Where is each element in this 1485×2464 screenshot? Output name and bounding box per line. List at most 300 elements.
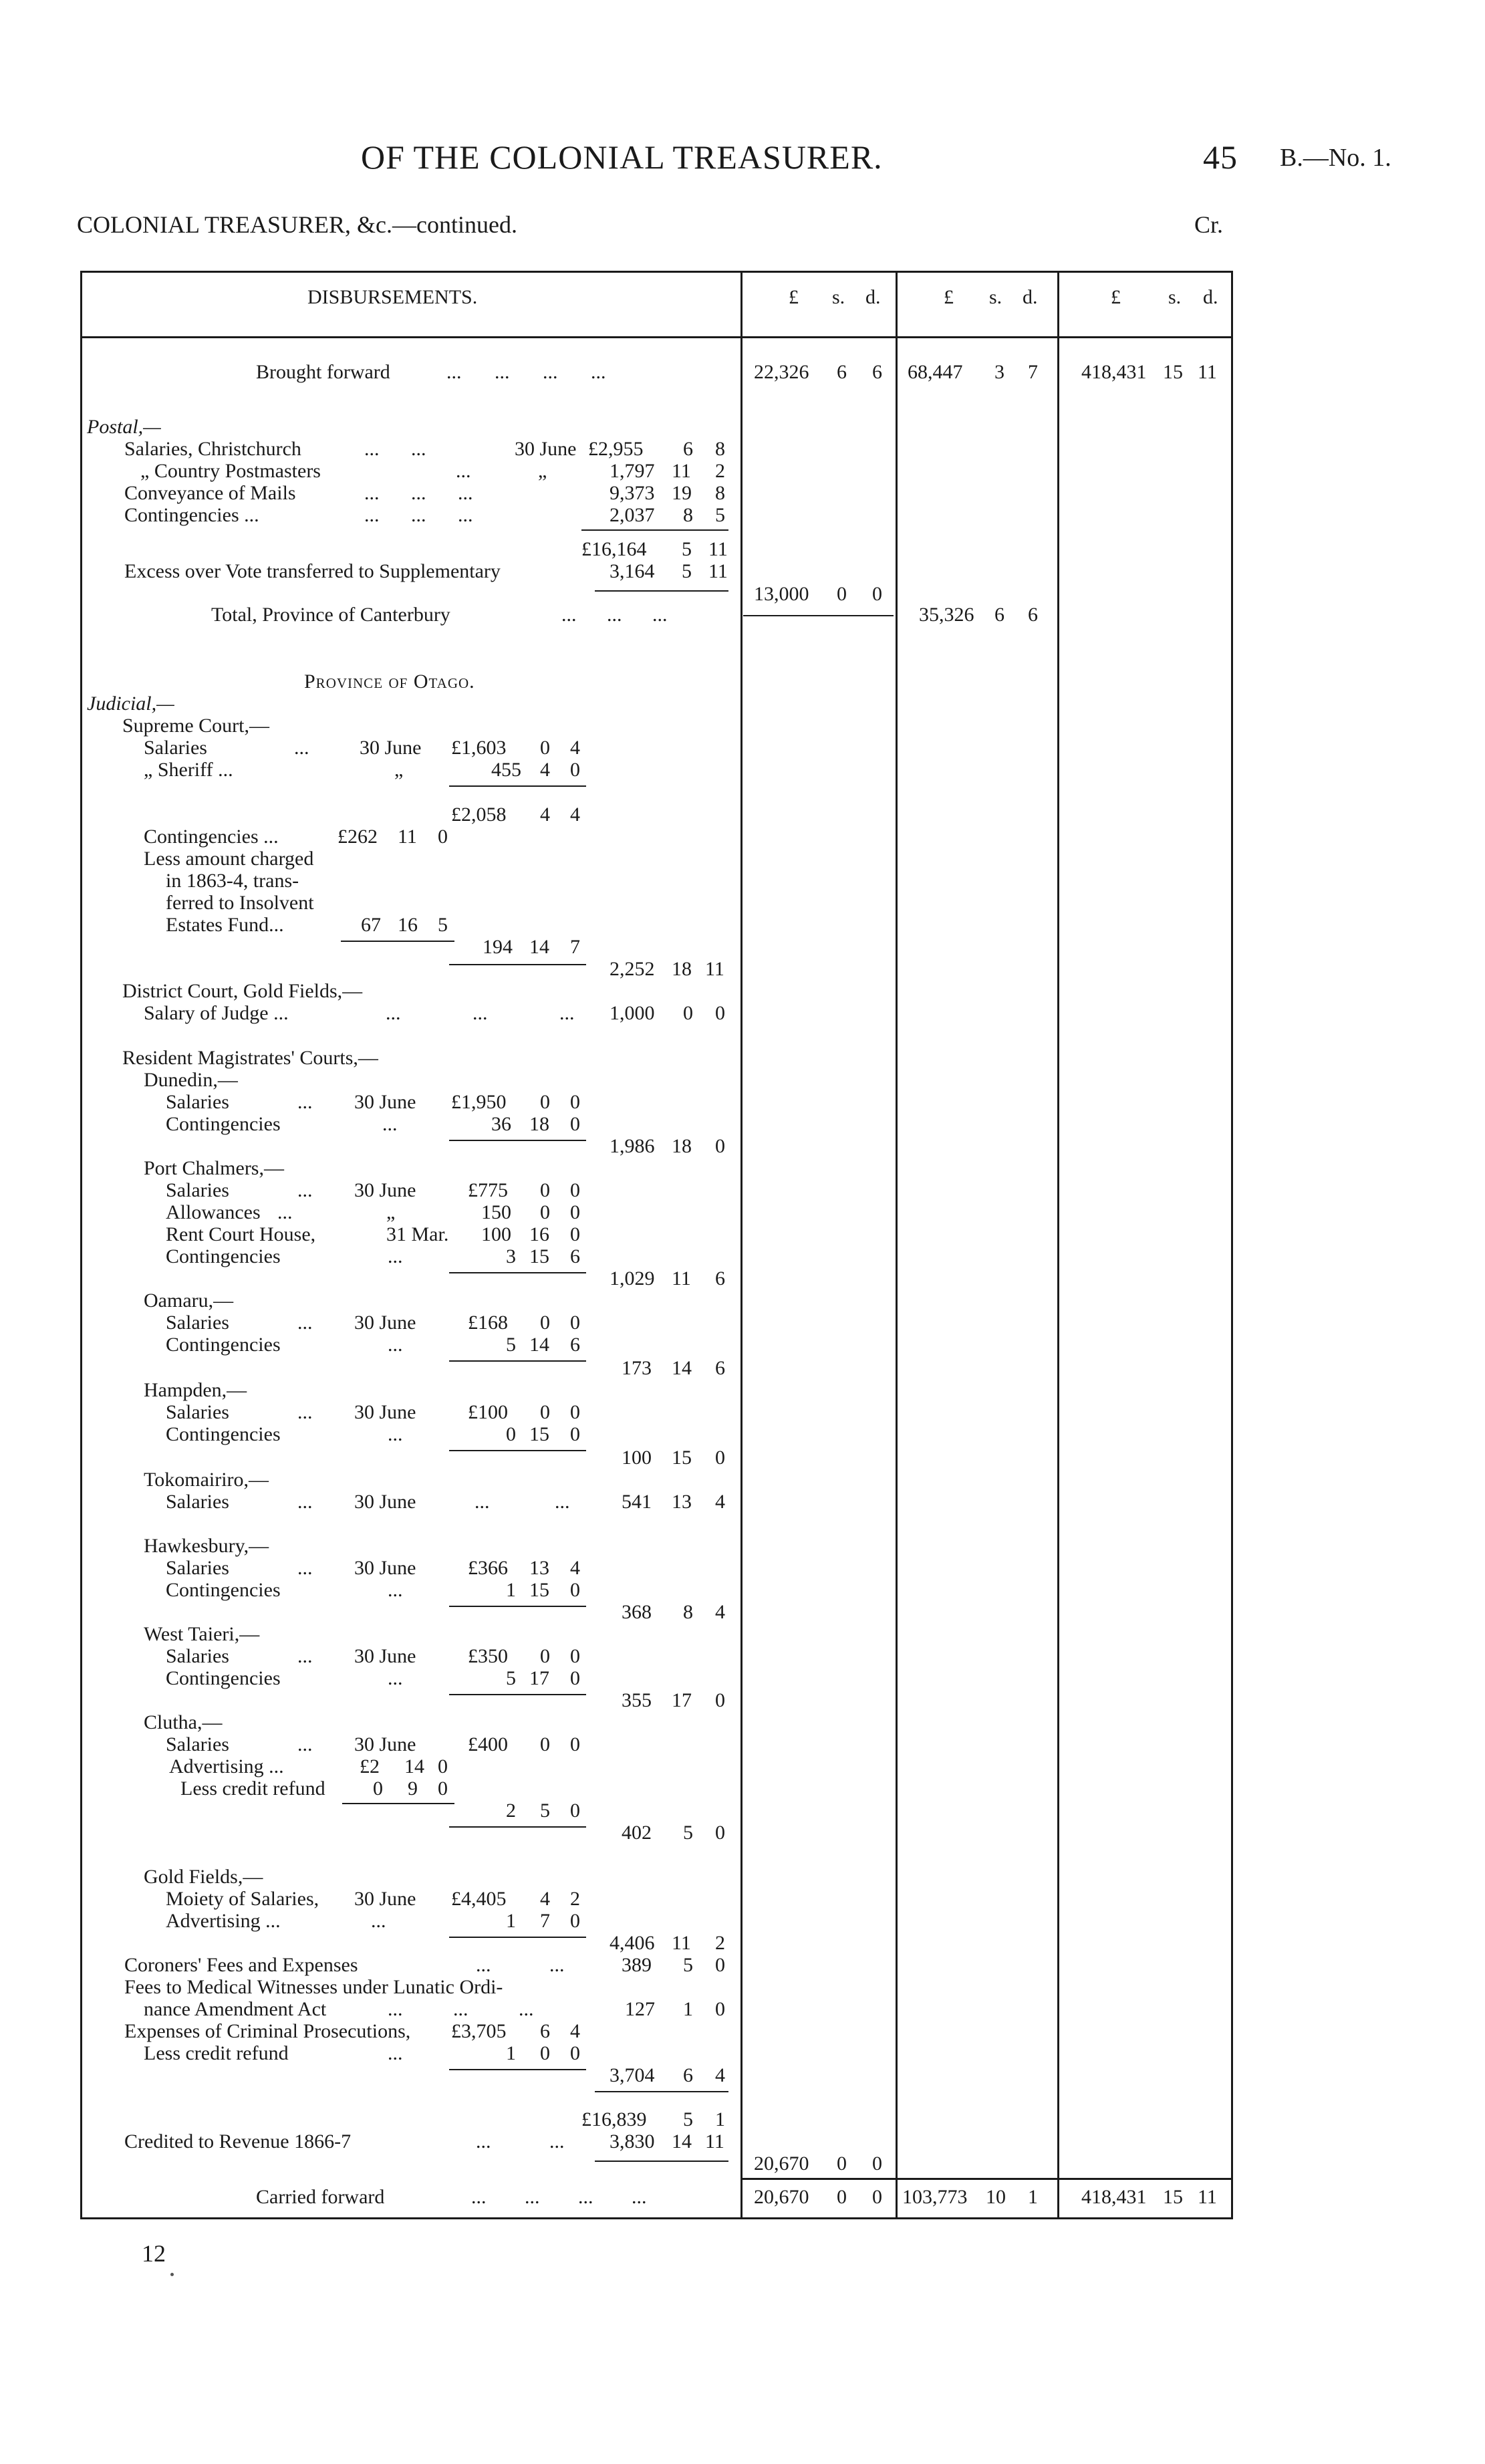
oamaru-total-pounds: 173 bbox=[622, 1357, 652, 1379]
dunedin-total-shillings: 18 bbox=[672, 1135, 692, 1157]
oamaru-row-date: 30 June bbox=[354, 1312, 416, 1334]
brought-c1-shillings: 6 bbox=[837, 361, 847, 383]
carried-c2-shillings: 10 bbox=[986, 2186, 1006, 2208]
less-amount-line: in 1863-4, trans- bbox=[166, 870, 299, 892]
medical-fees-pence: 0 bbox=[715, 1998, 725, 2020]
postal-row-pounds: 1,797 bbox=[610, 460, 655, 482]
postal-row-pence: 8 bbox=[715, 482, 725, 504]
otago-c1-shillings: 0 bbox=[837, 2152, 847, 2175]
port-row-date: „ bbox=[386, 1201, 396, 1223]
hampden-row-pence: 0 bbox=[570, 1423, 580, 1445]
postal-row-dots: ... bbox=[456, 460, 471, 482]
clutha-salaries-pence: 0 bbox=[570, 1733, 580, 1755]
supreme-court-heading: Supreme Court,— bbox=[122, 715, 269, 737]
table-bottom-rule bbox=[80, 2217, 1233, 2219]
west-taieri-row-label: Salaries bbox=[166, 1645, 229, 1667]
supreme-subtotal-rule bbox=[449, 785, 586, 787]
medical-fees-pounds: 127 bbox=[625, 1998, 655, 2020]
postal-subtotal-pounds: £16,164 bbox=[581, 538, 647, 560]
criminal-total-shillings: 6 bbox=[683, 2064, 693, 2086]
dunedin-row-shillings: 18 bbox=[529, 1113, 549, 1135]
tokomairiro-dots: ... bbox=[297, 1491, 313, 1513]
port-row-pence: 6 bbox=[570, 1245, 580, 1267]
port-row-dots: ... bbox=[277, 1201, 293, 1223]
hampden-row-shillings: 15 bbox=[529, 1423, 549, 1445]
port-total-pence: 6 bbox=[715, 1267, 725, 1289]
net-contingencies-pence: 7 bbox=[570, 936, 580, 958]
judicial-heading-text: Judicial,— bbox=[87, 693, 174, 715]
header-bottom-rule bbox=[80, 336, 1233, 338]
less-amount-line: Estates Fund... bbox=[166, 914, 284, 936]
dunedin-heading: Dunedin,— bbox=[144, 1069, 238, 1091]
criminal-prosecutions-shillings: 6 bbox=[540, 2020, 550, 2042]
supreme-row-label: „ Sheriff ... bbox=[144, 759, 233, 781]
carried-forward-label: Carried forward bbox=[256, 2186, 385, 2208]
criminal-less-pounds: 1 bbox=[506, 2042, 516, 2064]
hawkesbury-rule bbox=[449, 1606, 586, 1607]
hampden-total-pence: 0 bbox=[715, 1447, 725, 1469]
postal-row-date: „ bbox=[538, 460, 547, 482]
west-taieri-row-label: Contingencies bbox=[166, 1667, 281, 1689]
table-right-border bbox=[1231, 271, 1233, 2219]
supreme-row-shillings: 0 bbox=[540, 737, 550, 759]
port-row-shillings: 15 bbox=[529, 1245, 549, 1267]
supreme-subtotal-shillings: 4 bbox=[540, 804, 550, 826]
oamaru-total-shillings: 14 bbox=[672, 1357, 692, 1379]
clutha-total-pence: 0 bbox=[715, 1822, 725, 1844]
dunedin-total-pence: 0 bbox=[715, 1135, 725, 1157]
supreme-subtotal-pounds: £2,058 bbox=[451, 804, 507, 826]
postal-row-pounds: £2,955 bbox=[588, 438, 644, 460]
credited-shillings: 14 bbox=[672, 2130, 692, 2152]
postal-c1-pence: 0 bbox=[872, 583, 882, 605]
less-amount-pounds: 67 bbox=[361, 914, 381, 936]
clutha-salaries-shillings: 0 bbox=[540, 1733, 550, 1755]
hampden-total-pounds: 100 bbox=[622, 1447, 652, 1469]
gold-row-pence: 0 bbox=[570, 1910, 580, 1932]
coroners-pence: 0 bbox=[715, 1954, 725, 1976]
dunedin-row-dots: ... bbox=[382, 1113, 398, 1135]
otago-heading: Province of Otago. bbox=[304, 670, 475, 693]
west-taieri-row-pounds: 5 bbox=[506, 1667, 516, 1689]
hawkesbury-heading: Hawkesbury,— bbox=[144, 1535, 269, 1557]
criminal-less-dots: ... bbox=[388, 2042, 403, 2064]
tokomairiro-heading: Tokomairiro,— bbox=[144, 1469, 269, 1491]
excess-shillings: 5 bbox=[682, 560, 692, 582]
postal-row-label: Salaries, Christchurch bbox=[124, 438, 301, 460]
brought-forward-dots: ... ... ... ... bbox=[446, 361, 606, 383]
west-taieri-row-shillings: 0 bbox=[540, 1645, 550, 1667]
resident-magistrates-heading: Resident Magistrates' Courts,— bbox=[122, 1047, 378, 1069]
supreme-row-date: 30 June bbox=[360, 737, 422, 759]
brought-c1-pounds: 22,326 bbox=[754, 361, 809, 383]
coroners-shillings: 5 bbox=[683, 1954, 693, 1976]
gold-total-pounds: 4,406 bbox=[610, 1932, 655, 1954]
postal-row-date: 30 June bbox=[515, 438, 577, 460]
oamaru-total-pence: 6 bbox=[715, 1357, 725, 1379]
province-c2-pounds: 35,326 bbox=[919, 604, 974, 626]
clutha-salaries-label: Salaries bbox=[166, 1733, 229, 1755]
west-taieri-total-pounds: 355 bbox=[622, 1689, 652, 1711]
hampden-row-dots: ... bbox=[297, 1401, 313, 1423]
criminal-prosecutions-pence: 4 bbox=[570, 2020, 580, 2042]
gold-row-label: Moiety of Salaries, bbox=[166, 1888, 319, 1910]
brought-forward-label: Brought forward bbox=[256, 361, 390, 383]
port-row-pence: 0 bbox=[570, 1179, 580, 1201]
gold-row-shillings: 4 bbox=[540, 1888, 550, 1910]
postal-subtotal-pence: 11 bbox=[708, 538, 728, 560]
postal-row-pounds: 9,373 bbox=[610, 482, 655, 504]
port-row-label: Contingencies bbox=[166, 1245, 281, 1267]
credited-label: Credited to Revenue 1866-7 bbox=[124, 2130, 352, 2152]
criminal-prosecutions-pounds: £3,705 bbox=[451, 2020, 507, 2042]
port-row-date: 31 Mar. bbox=[386, 1223, 449, 1245]
clutha-salaries-dots: ... bbox=[297, 1733, 313, 1755]
dunedin-row-pounds: 36 bbox=[491, 1113, 511, 1135]
port-row-shillings: 16 bbox=[529, 1223, 549, 1245]
supreme-total-pence: 11 bbox=[705, 958, 724, 980]
postal-c1-rule bbox=[743, 615, 894, 616]
hawkesbury-row-label: Contingencies bbox=[166, 1579, 281, 1601]
clutha-rule bbox=[449, 1826, 586, 1828]
postal-row-label: „ Country Postmasters bbox=[140, 460, 321, 482]
supreme-total-pounds: 2,252 bbox=[610, 958, 655, 980]
medical-fees-line: Fees to Medical Witnesses under Lunatic Ordi- bbox=[124, 1976, 503, 1998]
gold-total-shillings: 11 bbox=[672, 1932, 691, 1954]
brought-c3-pence: 11 bbox=[1198, 361, 1217, 383]
brought-c3-pounds: 418,431 bbox=[1081, 361, 1147, 383]
supreme-row-pence: 4 bbox=[570, 737, 580, 759]
column-divider-3 bbox=[1057, 271, 1059, 2219]
brought-c2-pence: 7 bbox=[1028, 361, 1038, 383]
carried-c2-pence: 1 bbox=[1028, 2186, 1038, 2208]
contingencies-shillings: 11 bbox=[398, 826, 417, 848]
postal-row-shillings: 8 bbox=[683, 504, 693, 526]
carried-forward-top-rule bbox=[740, 2178, 1233, 2180]
hawkesbury-row-shillings: 15 bbox=[529, 1579, 549, 1601]
judge-shillings: 0 bbox=[683, 1002, 693, 1024]
hawkesbury-row-label: Salaries bbox=[166, 1557, 229, 1579]
postal-subtotal-shillings: 5 bbox=[682, 538, 692, 560]
port-row-pounds: 3 bbox=[506, 1245, 516, 1267]
oamaru-row-shillings: 0 bbox=[540, 1312, 550, 1334]
west-taieri-row-pence: 0 bbox=[570, 1667, 580, 1689]
brought-c2-shillings: 3 bbox=[994, 361, 1004, 383]
medical-fees-shillings: 1 bbox=[683, 1998, 693, 2020]
hawkesbury-total-pence: 4 bbox=[715, 1601, 725, 1623]
hampden-rule bbox=[449, 1450, 586, 1451]
dunedin-row-date: 30 June bbox=[354, 1091, 416, 1113]
credit-side-label: Cr. bbox=[1194, 211, 1224, 238]
net-contingencies-pounds: 194 bbox=[483, 936, 513, 958]
clutha-heading: Clutha,— bbox=[144, 1711, 223, 1733]
postal-row-dots: ... ... ... bbox=[364, 482, 473, 504]
gold-fields-heading: Gold Fields,— bbox=[144, 1866, 263, 1888]
dunedin-total-pounds: 1,986 bbox=[610, 1135, 655, 1157]
hampden-row-pence: 0 bbox=[570, 1401, 580, 1423]
excess-pence: 11 bbox=[708, 560, 728, 582]
coroners-label: Coroners' Fees and Expenses bbox=[124, 1954, 358, 1976]
carried-c1-shillings: 0 bbox=[837, 2186, 847, 2208]
brought-c2-pounds: 68,447 bbox=[908, 361, 963, 383]
contingencies-pounds: £262 bbox=[338, 826, 378, 848]
contingencies-pence: 0 bbox=[438, 826, 448, 848]
west-taieri-rule bbox=[449, 1694, 586, 1695]
supreme-total-shillings: 18 bbox=[672, 958, 692, 980]
column-divider-2 bbox=[896, 271, 898, 2219]
west-taieri-row-pounds: £350 bbox=[468, 1645, 508, 1667]
hawkesbury-row-date: 30 June bbox=[354, 1557, 416, 1579]
subtitle-text: COLONIAL TREASURER, &c.—continued. bbox=[77, 211, 517, 238]
west-taieri-row-pence: 0 bbox=[570, 1645, 580, 1667]
hampden-row-label: Salaries bbox=[166, 1401, 229, 1423]
criminal-prosecutions-label: Expenses of Criminal Prosecutions, bbox=[124, 2020, 411, 2042]
oamaru-row-pence: 0 bbox=[570, 1312, 580, 1334]
west-taieri-row-date: 30 June bbox=[354, 1645, 416, 1667]
oamaru-row-pounds: £168 bbox=[468, 1312, 508, 1334]
dunedin-row-pence: 0 bbox=[570, 1091, 580, 1113]
postal-subtotal-rule bbox=[581, 529, 728, 531]
less-amount-pence: 5 bbox=[438, 914, 448, 936]
criminal-less-pence: 0 bbox=[570, 2042, 580, 2064]
excess-rule bbox=[595, 590, 728, 592]
tokomairiro-pence: 4 bbox=[715, 1491, 725, 1513]
port-rule bbox=[449, 1272, 586, 1273]
hawkesbury-row-pence: 0 bbox=[570, 1579, 580, 1601]
criminal-less-label: Less credit refund bbox=[144, 2042, 289, 2064]
supreme-row-pence: 0 bbox=[570, 759, 580, 781]
postal-row-shillings: 11 bbox=[672, 460, 691, 482]
credited-rule bbox=[595, 2161, 728, 2162]
otago-subtotal-rule bbox=[595, 2091, 728, 2092]
coroners-dots: ... ... bbox=[476, 1954, 565, 1976]
table-top-rule bbox=[80, 271, 1233, 273]
oamaru-row-dots: ... bbox=[297, 1312, 313, 1334]
carried-forward-dots: ... ... ... ... bbox=[471, 2186, 647, 2208]
postal-row-label: Conveyance of Mails bbox=[124, 482, 296, 504]
west-taieri-row-dots: ... bbox=[388, 1667, 403, 1689]
postal-row-shillings: 19 bbox=[672, 482, 692, 504]
postal-row-pounds: 2,037 bbox=[610, 504, 655, 526]
less-amount-line: ferred to Insolvent bbox=[166, 892, 314, 914]
brought-c1-pence: 6 bbox=[872, 361, 882, 383]
province-c2-shillings: 6 bbox=[994, 604, 1004, 626]
carried-c1-pence: 0 bbox=[872, 2186, 882, 2208]
carried-c3-pence: 11 bbox=[1198, 2186, 1217, 2208]
postal-c1-pounds: 13,000 bbox=[754, 583, 809, 605]
supreme-row-shillings: 4 bbox=[540, 759, 550, 781]
postal-heading-text: Postal,— bbox=[87, 416, 161, 438]
carried-c2-pounds: 103,773 bbox=[902, 2186, 968, 2208]
port-row-label: Salaries bbox=[166, 1179, 229, 1201]
criminal-total-pounds: 3,704 bbox=[610, 2064, 655, 2086]
col3-pounds: £ bbox=[1111, 286, 1121, 308]
otago-c1-pence: 0 bbox=[872, 2152, 882, 2175]
col1-pounds: £ bbox=[789, 286, 799, 308]
hampden-row-date: 30 June bbox=[354, 1401, 416, 1423]
hampden-total-shillings: 15 bbox=[672, 1447, 692, 1469]
page-title: OF THE COLONIAL TREASURER. bbox=[361, 138, 883, 176]
supreme-row-label: Salaries bbox=[144, 737, 207, 759]
criminal-rule bbox=[449, 2069, 586, 2070]
stray-dot bbox=[170, 2273, 174, 2276]
port-total-pounds: 1,029 bbox=[610, 1267, 655, 1289]
hampden-row-label: Contingencies bbox=[166, 1423, 281, 1445]
dunedin-row-label: Salaries bbox=[166, 1091, 229, 1113]
less-amount-rule bbox=[341, 941, 454, 942]
medical-fees-line: nance Amendment Act bbox=[144, 1998, 327, 2020]
hawkesbury-row-dots: ... bbox=[297, 1557, 313, 1579]
west-taieri-total-shillings: 17 bbox=[672, 1689, 692, 1711]
hawkesbury-row-shillings: 13 bbox=[529, 1557, 549, 1579]
carried-c3-shillings: 15 bbox=[1163, 2186, 1183, 2208]
hampden-row-shillings: 0 bbox=[540, 1401, 550, 1423]
gold-row-dots: ... bbox=[371, 1910, 386, 1932]
supreme-row-pounds: 455 bbox=[491, 759, 521, 781]
hawkesbury-total-shillings: 8 bbox=[683, 1601, 693, 1623]
judge-pounds: 1,000 bbox=[610, 1002, 655, 1024]
credited-pounds: 3,830 bbox=[610, 2130, 655, 2152]
clutha-less-shillings: 9 bbox=[408, 1777, 418, 1800]
port-row-label: Allowances bbox=[166, 1201, 261, 1223]
carried-c1-pounds: 20,670 bbox=[754, 2186, 809, 2208]
clutha-total-shillings: 5 bbox=[683, 1822, 693, 1844]
oamaru-heading: Oamaru,— bbox=[144, 1289, 234, 1312]
postal-c1-shillings: 0 bbox=[837, 583, 847, 605]
tokomairiro-dots-2: ... ... bbox=[475, 1491, 570, 1513]
supreme-row-dots: ... bbox=[294, 737, 309, 759]
tokomairiro-pounds: 541 bbox=[622, 1491, 652, 1513]
oamaru-row-pence: 6 bbox=[570, 1334, 580, 1356]
west-taieri-total-pence: 0 bbox=[715, 1689, 725, 1711]
dunedin-rule bbox=[449, 1140, 586, 1141]
page-number: 45 bbox=[1203, 138, 1238, 176]
province-total-label: Total, Province of Canterbury bbox=[211, 604, 450, 626]
clutha-advertising-label: Advertising ... bbox=[169, 1755, 284, 1777]
credited-dots: ... ... bbox=[476, 2130, 565, 2152]
gold-row-pence: 2 bbox=[570, 1888, 580, 1910]
postal-row-dots: ... ... bbox=[364, 438, 426, 460]
gold-total-pence: 2 bbox=[715, 1932, 725, 1954]
port-row-label: Rent Court House, bbox=[166, 1223, 316, 1245]
postal-row-pence: 2 bbox=[715, 460, 725, 482]
postal-row-label: Contingencies ... bbox=[124, 504, 259, 526]
otago-subtotal-pence: 1 bbox=[715, 2108, 725, 2130]
gold-row-date: 30 June bbox=[354, 1888, 416, 1910]
col1-shillings: s. bbox=[832, 286, 845, 308]
clutha-net-pounds: 2 bbox=[506, 1800, 516, 1822]
port-row-shillings: 0 bbox=[540, 1201, 550, 1223]
criminal-total-pence: 4 bbox=[715, 2064, 725, 2086]
dunedin-row-label: Contingencies bbox=[166, 1113, 281, 1135]
gold-row-pounds: £4,405 bbox=[451, 1888, 507, 1910]
gold-row-shillings: 7 bbox=[540, 1910, 550, 1932]
otago-c1-pounds: 20,670 bbox=[754, 2152, 809, 2175]
clutha-total-pounds: 402 bbox=[622, 1822, 652, 1844]
port-row-pounds: 100 bbox=[481, 1223, 511, 1245]
clutha-less-rule bbox=[342, 1803, 454, 1804]
clutha-advertising-shillings: 14 bbox=[404, 1755, 424, 1777]
clutha-advertising-pence: 0 bbox=[438, 1755, 448, 1777]
clutha-advertising-pounds: £2 bbox=[360, 1755, 380, 1777]
port-row-pounds: £775 bbox=[468, 1179, 508, 1201]
less-amount-shillings: 16 bbox=[398, 914, 418, 936]
port-row-date: 30 June bbox=[354, 1179, 416, 1201]
province-total-dots: ... ... ... bbox=[561, 604, 668, 626]
west-taieri-row-shillings: 17 bbox=[529, 1667, 549, 1689]
port-row-shillings: 0 bbox=[540, 1179, 550, 1201]
supreme-subtotal-pence: 4 bbox=[570, 804, 580, 826]
contingencies-label: Contingencies ... bbox=[144, 826, 279, 848]
clutha-net-pence: 0 bbox=[570, 1800, 580, 1822]
postal-heading bbox=[87, 416, 161, 438]
clutha-salaries-date: 30 June bbox=[354, 1733, 416, 1755]
credited-pence: 11 bbox=[705, 2130, 724, 2152]
postal-row-shillings: 6 bbox=[683, 438, 693, 460]
judicial-heading bbox=[87, 693, 174, 715]
dunedin-row-shillings: 0 bbox=[540, 1091, 550, 1113]
oamaru-row-pounds: 5 bbox=[506, 1334, 516, 1356]
province-c2-pence: 6 bbox=[1028, 604, 1038, 626]
port-row-pence: 0 bbox=[570, 1223, 580, 1245]
oamaru-row-dots: ... bbox=[388, 1334, 403, 1356]
clutha-net-shillings: 5 bbox=[540, 1800, 550, 1822]
col2-pounds: £ bbox=[944, 286, 954, 308]
excess-label: Excess over Vote transferred to Supplementary bbox=[124, 560, 501, 582]
judge-label: Salary of Judge ... bbox=[144, 1002, 289, 1024]
otago-subtotal-pounds: £16,839 bbox=[581, 2108, 647, 2130]
clutha-less-pence: 0 bbox=[438, 1777, 448, 1800]
port-row-pence: 0 bbox=[570, 1201, 580, 1223]
medical-fees-dots: ... ... ... bbox=[388, 1998, 534, 2020]
hampden-row-pounds: £100 bbox=[468, 1401, 508, 1423]
hampden-row-pounds: 0 bbox=[506, 1423, 516, 1445]
oamaru-row-label: Contingencies bbox=[166, 1334, 281, 1356]
printer-signature: 12 bbox=[142, 2240, 166, 2267]
hawkesbury-row-dots: ... bbox=[388, 1579, 403, 1601]
dunedin-row-pounds: £1,950 bbox=[451, 1091, 507, 1113]
gold-rule bbox=[449, 1937, 586, 1938]
gold-row-pounds: 1 bbox=[506, 1910, 516, 1932]
hawkesbury-total-pounds: 368 bbox=[622, 1601, 652, 1623]
disbursements-heading: DISBURSEMENTS. bbox=[307, 286, 478, 308]
west-taieri-heading: West Taieri,— bbox=[144, 1623, 260, 1645]
judge-dots: ... ... ... bbox=[386, 1002, 575, 1024]
hawkesbury-row-pence: 4 bbox=[570, 1557, 580, 1579]
tokomairiro-shillings: 13 bbox=[672, 1491, 692, 1513]
port-row-dots: ... bbox=[388, 1245, 403, 1267]
brought-c3-shillings: 15 bbox=[1163, 361, 1183, 383]
west-taieri-row-dots: ... bbox=[297, 1645, 313, 1667]
document-reference: B.—No. 1. bbox=[1280, 144, 1391, 172]
excess-pounds: 3,164 bbox=[610, 560, 655, 582]
tokomairiro-label: Salaries bbox=[166, 1491, 229, 1513]
port-row-pounds: 150 bbox=[481, 1201, 511, 1223]
oamaru-row-label: Salaries bbox=[166, 1312, 229, 1334]
col3-pence: d. bbox=[1203, 286, 1218, 308]
net-contingencies-shillings: 14 bbox=[529, 936, 549, 958]
col1-pence: d. bbox=[865, 286, 881, 308]
column-divider-1 bbox=[740, 271, 742, 2219]
clutha-less-label: Less credit refund bbox=[180, 1777, 325, 1800]
oamaru-row-shillings: 14 bbox=[529, 1334, 549, 1356]
gold-row-label: Advertising ... bbox=[166, 1910, 281, 1932]
criminal-less-shillings: 0 bbox=[540, 2042, 550, 2064]
coroners-pounds: 389 bbox=[622, 1954, 652, 1976]
supreme-row-date: „ bbox=[394, 759, 404, 781]
col2-pence: d. bbox=[1023, 286, 1038, 308]
section-subtitle bbox=[77, 211, 517, 239]
